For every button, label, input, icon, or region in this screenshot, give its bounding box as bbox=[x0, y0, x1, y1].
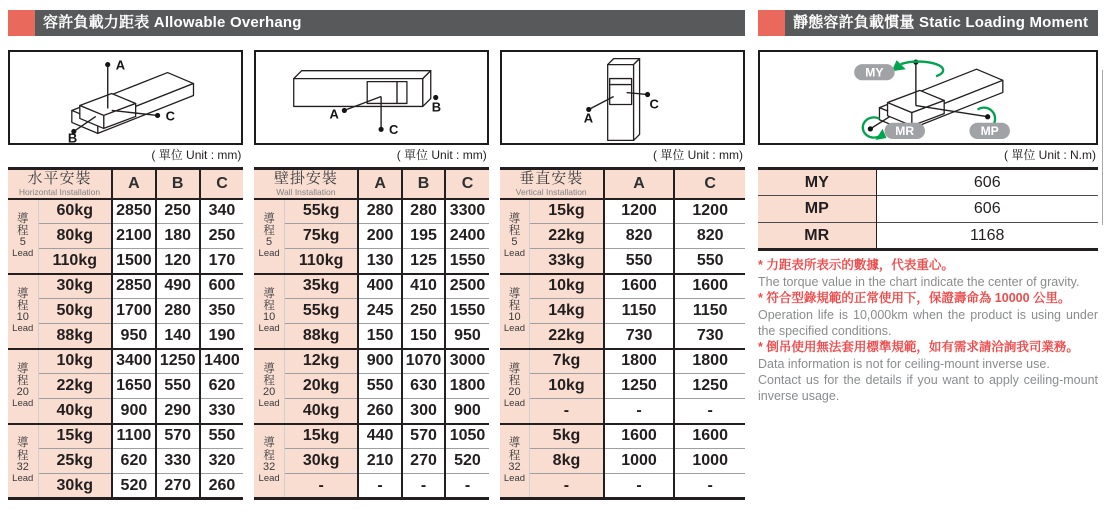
lead-label: 導 程 5 Lead bbox=[254, 199, 284, 274]
value-cell: 550 bbox=[200, 424, 244, 449]
moment-label-cell: MY bbox=[758, 169, 876, 196]
table-row bbox=[8, 449, 243, 474]
table-row bbox=[8, 249, 243, 274]
value-cell: 2850 bbox=[112, 274, 156, 299]
load-cell: 7kg bbox=[530, 349, 604, 374]
lead-label: 導 程 10 Lead bbox=[500, 274, 530, 349]
load-cell: 50kg bbox=[38, 299, 112, 324]
column-header: A bbox=[604, 169, 675, 199]
table-row bbox=[500, 249, 745, 274]
value-cell: 150 bbox=[402, 324, 445, 349]
value-cell: 1250 bbox=[674, 374, 745, 399]
value-cell: 1070 bbox=[402, 349, 445, 374]
wall-installation-table bbox=[254, 167, 488, 500]
value-cell: 200 bbox=[358, 224, 401, 249]
load-cell: 33kg bbox=[530, 249, 604, 274]
horizontal-installation-block bbox=[8, 50, 243, 500]
value-cell: 630 bbox=[402, 374, 445, 399]
table-row bbox=[254, 424, 488, 449]
moment-label-cell: MR bbox=[758, 223, 876, 250]
lead-label: 導 程 5 Lead bbox=[500, 199, 530, 274]
axis-label-c: C bbox=[649, 96, 659, 112]
value-cell: 2850 bbox=[112, 199, 156, 224]
value-cell: 1500 bbox=[112, 249, 156, 274]
value-cell: 1600 bbox=[674, 274, 745, 299]
value-cell: 125 bbox=[402, 249, 445, 274]
value-cell: 1000 bbox=[604, 449, 675, 474]
table-row bbox=[500, 299, 745, 324]
value-cell: 1250 bbox=[604, 374, 675, 399]
value-cell: 270 bbox=[156, 474, 200, 499]
table-title: 水平安裝 Horizontal Installation bbox=[8, 169, 112, 199]
value-cell: 350 bbox=[200, 299, 244, 324]
table-title: 壁掛安裝 Wall Installation bbox=[254, 169, 358, 199]
load-cell: 8kg bbox=[530, 449, 604, 474]
value-cell: 550 bbox=[604, 249, 675, 274]
axis-label-a: A bbox=[329, 106, 340, 122]
value-cell: 1200 bbox=[674, 199, 745, 224]
vertical-installation-table bbox=[500, 167, 745, 500]
moment-label-mr: MR bbox=[895, 123, 915, 138]
table-row bbox=[8, 299, 243, 324]
value-cell: 120 bbox=[156, 249, 200, 274]
value-cell: 250 bbox=[200, 224, 244, 249]
value-cell: 1150 bbox=[674, 299, 745, 324]
vertical-installation-diagram bbox=[500, 50, 745, 145]
table-row bbox=[500, 449, 745, 474]
moment-row bbox=[758, 223, 1098, 250]
column-header: B bbox=[156, 169, 200, 199]
load-cell: 5kg bbox=[530, 424, 604, 449]
value-cell: 3400 bbox=[112, 349, 156, 374]
load-cell: 10kg bbox=[38, 349, 112, 374]
value-cell: 730 bbox=[604, 324, 675, 349]
table-row bbox=[254, 474, 488, 499]
horizontal-installation-diagram bbox=[8, 50, 243, 145]
value-cell: 490 bbox=[156, 274, 200, 299]
table-row bbox=[500, 224, 745, 249]
value-cell: 260 bbox=[358, 399, 401, 424]
load-cell: 12kg bbox=[284, 349, 358, 374]
value-cell: - bbox=[604, 399, 675, 424]
table-header-row bbox=[8, 169, 243, 199]
table-row bbox=[254, 299, 488, 324]
value-cell: - bbox=[674, 474, 745, 499]
load-cell: 10kg bbox=[530, 274, 604, 299]
value-cell: 190 bbox=[200, 324, 244, 349]
moment-section-bar bbox=[758, 10, 1098, 36]
moment-row bbox=[758, 196, 1098, 223]
table-row bbox=[500, 274, 745, 299]
load-cell: 60kg bbox=[38, 199, 112, 224]
lead-label: 導 程 10 Lead bbox=[254, 274, 284, 349]
table-row bbox=[8, 374, 243, 399]
value-cell: 280 bbox=[358, 199, 401, 224]
note-zh: * 符合型錄規範的正常使用下，保證壽命為 10000 公里。 bbox=[758, 291, 1071, 305]
moment-row bbox=[758, 169, 1098, 196]
column-header: C bbox=[674, 169, 745, 199]
axis-label-b: B bbox=[432, 99, 442, 115]
value-cell: 290 bbox=[156, 399, 200, 424]
value-cell: 1600 bbox=[604, 424, 675, 449]
value-cell: 2400 bbox=[445, 224, 488, 249]
vertical-installation-block bbox=[500, 50, 745, 500]
moment-label-mp: MP bbox=[980, 123, 999, 138]
value-cell: 550 bbox=[674, 249, 745, 274]
lead-label: 導 程 32 Lead bbox=[8, 424, 38, 499]
value-cell: 140 bbox=[156, 324, 200, 349]
column-header: C bbox=[200, 169, 244, 199]
table-row bbox=[254, 274, 488, 299]
axis-label-b: B bbox=[67, 130, 78, 143]
value-cell: 570 bbox=[156, 424, 200, 449]
value-cell: 245 bbox=[358, 299, 401, 324]
value-cell: 950 bbox=[445, 324, 488, 349]
axis-label-a: A bbox=[115, 57, 126, 73]
table-row bbox=[254, 374, 488, 399]
load-cell: 55kg bbox=[284, 299, 358, 324]
value-cell: 150 bbox=[358, 324, 401, 349]
overhang-section bbox=[8, 10, 745, 500]
wall-installation-diagram bbox=[254, 50, 488, 145]
overhang-blocks bbox=[8, 50, 745, 500]
table-title: 垂直安裝 Vertical Installation bbox=[500, 169, 604, 199]
value-cell: 170 bbox=[200, 249, 244, 274]
moment-title-en: Static Loading Moment bbox=[918, 14, 1089, 31]
value-cell: 340 bbox=[200, 199, 244, 224]
value-cell: 1800 bbox=[445, 374, 488, 399]
note-en: Operation life is 10,000km when the product is using under the specified conditions. bbox=[758, 308, 1098, 338]
value-cell: 1400 bbox=[200, 349, 244, 374]
value-cell: - bbox=[402, 474, 445, 499]
value-cell: 1050 bbox=[445, 424, 488, 449]
load-cell: 22kg bbox=[530, 224, 604, 249]
unit-label: ( 單位 Unit : mm) bbox=[396, 148, 487, 162]
page-edge-line bbox=[1102, 70, 1103, 225]
value-cell: 1800 bbox=[604, 349, 675, 374]
table-header-row bbox=[500, 169, 745, 199]
value-cell: 620 bbox=[200, 374, 244, 399]
value-cell: 620 bbox=[112, 449, 156, 474]
lead-label: 導 程 32 Lead bbox=[254, 424, 284, 499]
value-cell: 330 bbox=[200, 399, 244, 424]
column-header: C bbox=[445, 169, 488, 199]
table-row bbox=[500, 374, 745, 399]
value-cell: 180 bbox=[156, 224, 200, 249]
unit-label: ( 單位 Unit : mm) bbox=[151, 148, 242, 162]
value-cell: 900 bbox=[112, 399, 156, 424]
value-cell: 410 bbox=[402, 274, 445, 299]
value-cell: 260 bbox=[200, 474, 244, 499]
value-cell: 130 bbox=[358, 249, 401, 274]
table-row bbox=[8, 324, 243, 349]
wall-installation-block bbox=[254, 50, 488, 500]
moment-label-cell: MP bbox=[758, 196, 876, 223]
load-cell: 14kg bbox=[530, 299, 604, 324]
load-cell: - bbox=[284, 474, 358, 499]
axis-label-a: A bbox=[583, 110, 593, 126]
moment-title-zh: 靜態容許負載慣量 bbox=[793, 14, 915, 31]
table-row bbox=[254, 224, 488, 249]
load-cell: 10kg bbox=[530, 374, 604, 399]
value-cell: 270 bbox=[402, 449, 445, 474]
load-cell: 55kg bbox=[284, 199, 358, 224]
load-cell: 20kg bbox=[284, 374, 358, 399]
overhang-section-title bbox=[35, 10, 302, 36]
value-cell: 1600 bbox=[674, 424, 745, 449]
value-cell: 3000 bbox=[445, 349, 488, 374]
table-row bbox=[254, 449, 488, 474]
lead-label: 導 程 5 Lead bbox=[8, 199, 38, 274]
value-cell: 600 bbox=[200, 274, 244, 299]
lead-label: 導 程 20 Lead bbox=[254, 349, 284, 424]
load-cell: 110kg bbox=[38, 249, 112, 274]
value-cell: 1800 bbox=[674, 349, 745, 374]
load-cell: 15kg bbox=[284, 424, 358, 449]
value-cell: 1000 bbox=[674, 449, 745, 474]
value-cell: 280 bbox=[156, 299, 200, 324]
load-cell: 88kg bbox=[284, 324, 358, 349]
moment-diagram bbox=[758, 50, 1098, 145]
value-cell: 950 bbox=[112, 324, 156, 349]
value-cell: 1600 bbox=[604, 274, 675, 299]
overhang-title-zh: 容許負載力距表 bbox=[43, 14, 150, 31]
section-accent-square bbox=[8, 10, 35, 36]
value-cell: 550 bbox=[358, 374, 401, 399]
value-cell: 900 bbox=[445, 399, 488, 424]
note-en: Data information is not for ceiling-mount inverse use. bbox=[758, 357, 1050, 371]
value-cell: 320 bbox=[200, 449, 244, 474]
table-header-row bbox=[254, 169, 488, 199]
load-cell: 22kg bbox=[530, 324, 604, 349]
note-en: The torque value in the chart indicate the center of gravity. bbox=[758, 275, 1080, 289]
value-cell: 520 bbox=[112, 474, 156, 499]
table-row bbox=[254, 349, 488, 374]
table-row bbox=[500, 474, 745, 499]
moment-section-title bbox=[785, 10, 1088, 36]
moment-value-cell: 606 bbox=[973, 173, 1001, 191]
value-cell: 1250 bbox=[156, 349, 200, 374]
lead-label: 導 程 20 Lead bbox=[500, 349, 530, 424]
value-cell: 1100 bbox=[112, 424, 156, 449]
value-cell: - bbox=[674, 399, 745, 424]
table-row bbox=[8, 424, 243, 449]
value-cell: 1700 bbox=[112, 299, 156, 324]
moment-label-my: MY bbox=[865, 65, 884, 80]
value-cell: 440 bbox=[358, 424, 401, 449]
table-row bbox=[8, 274, 243, 299]
value-cell: 280 bbox=[402, 199, 445, 224]
overhang-title-en: Allowable Overhang bbox=[153, 14, 302, 31]
moment-value-cell: 1168 bbox=[876, 223, 1098, 250]
horizontal-rail-drawing bbox=[10, 52, 241, 143]
value-cell: 820 bbox=[604, 224, 675, 249]
static-moment-table bbox=[758, 167, 1098, 251]
load-cell: 80kg bbox=[38, 224, 112, 249]
load-cell: 15kg bbox=[530, 199, 604, 224]
note-zh: * 力距表所表示的數據，代表重心。 bbox=[758, 258, 954, 272]
value-cell: 330 bbox=[156, 449, 200, 474]
table-row bbox=[254, 324, 488, 349]
value-cell: 730 bbox=[674, 324, 745, 349]
column-header: B bbox=[402, 169, 445, 199]
lead-label: 導 程 10 Lead bbox=[8, 274, 38, 349]
table-row bbox=[500, 399, 745, 424]
value-cell: - bbox=[604, 474, 675, 499]
table-row bbox=[254, 199, 488, 224]
table-row bbox=[500, 324, 745, 349]
column-header: A bbox=[358, 169, 401, 199]
lead-label: 導 程 20 Lead bbox=[8, 349, 38, 424]
load-cell: 30kg bbox=[284, 449, 358, 474]
note-zh: * 倒吊使用無法套用標準規範，如有需求請洽詢我司業務。 bbox=[758, 340, 1079, 354]
axis-label-c: C bbox=[389, 122, 399, 138]
value-cell: 210 bbox=[358, 449, 401, 474]
value-cell: 195 bbox=[402, 224, 445, 249]
load-cell: 35kg bbox=[284, 274, 358, 299]
value-cell: 1550 bbox=[445, 299, 488, 324]
load-cell: 40kg bbox=[284, 399, 358, 424]
table-row bbox=[500, 424, 745, 449]
vertical-rail-drawing bbox=[502, 52, 743, 143]
horizontal-installation-table bbox=[8, 167, 243, 500]
moment-value-cell: 606 bbox=[876, 196, 1098, 223]
value-cell: 2500 bbox=[445, 274, 488, 299]
value-cell: 520 bbox=[445, 449, 488, 474]
value-cell: 570 bbox=[402, 424, 445, 449]
table-row bbox=[8, 474, 243, 499]
table-row bbox=[254, 399, 488, 424]
load-cell: 22kg bbox=[38, 374, 112, 399]
column-header: A bbox=[112, 169, 156, 199]
table-row bbox=[500, 349, 745, 374]
value-cell: 2100 bbox=[112, 224, 156, 249]
table-row bbox=[500, 199, 745, 224]
value-cell: 250 bbox=[156, 199, 200, 224]
note-en: Contact us for the details if you want to apply ceiling-mount inverse usage. bbox=[758, 373, 1098, 403]
table-row bbox=[8, 199, 243, 224]
table-row bbox=[254, 249, 488, 274]
table-row bbox=[8, 399, 243, 424]
value-cell: 900 bbox=[358, 349, 401, 374]
value-cell: 1550 bbox=[445, 249, 488, 274]
load-cell: 88kg bbox=[38, 324, 112, 349]
footnotes bbox=[758, 257, 1098, 404]
lead-label: 導 程 32 Lead bbox=[500, 424, 530, 499]
load-cell: 25kg bbox=[38, 449, 112, 474]
load-cell: 110kg bbox=[284, 249, 358, 274]
axis-label-c: C bbox=[165, 108, 175, 124]
moment-section bbox=[758, 10, 1098, 404]
overhang-section-bar bbox=[8, 10, 745, 36]
load-cell: 30kg bbox=[38, 474, 112, 499]
value-cell: 820 bbox=[674, 224, 745, 249]
value-cell: - bbox=[445, 474, 488, 499]
value-cell: 3300 bbox=[445, 199, 488, 224]
load-cell: 40kg bbox=[38, 399, 112, 424]
value-cell: 300 bbox=[402, 399, 445, 424]
unit-label: ( 單位 Unit : N.m) bbox=[1004, 148, 1096, 162]
value-cell: 400 bbox=[358, 274, 401, 299]
load-cell: 30kg bbox=[38, 274, 112, 299]
unit-label: ( 單位 Unit : mm) bbox=[653, 148, 743, 162]
moment-rail-drawing bbox=[760, 52, 1096, 143]
value-cell: 1650 bbox=[112, 374, 156, 399]
table-row bbox=[8, 224, 243, 249]
load-cell: 15kg bbox=[38, 424, 112, 449]
value-cell: 1150 bbox=[604, 299, 675, 324]
load-cell: 75kg bbox=[284, 224, 358, 249]
table-row bbox=[8, 349, 243, 374]
section-accent-square bbox=[758, 10, 785, 36]
value-cell: 250 bbox=[402, 299, 445, 324]
value-cell: - bbox=[358, 474, 401, 499]
value-cell: 1200 bbox=[604, 199, 675, 224]
load-cell: - bbox=[530, 474, 604, 499]
value-cell: 550 bbox=[156, 374, 200, 399]
wall-rail-drawing bbox=[256, 52, 486, 143]
load-cell: - bbox=[530, 399, 604, 424]
